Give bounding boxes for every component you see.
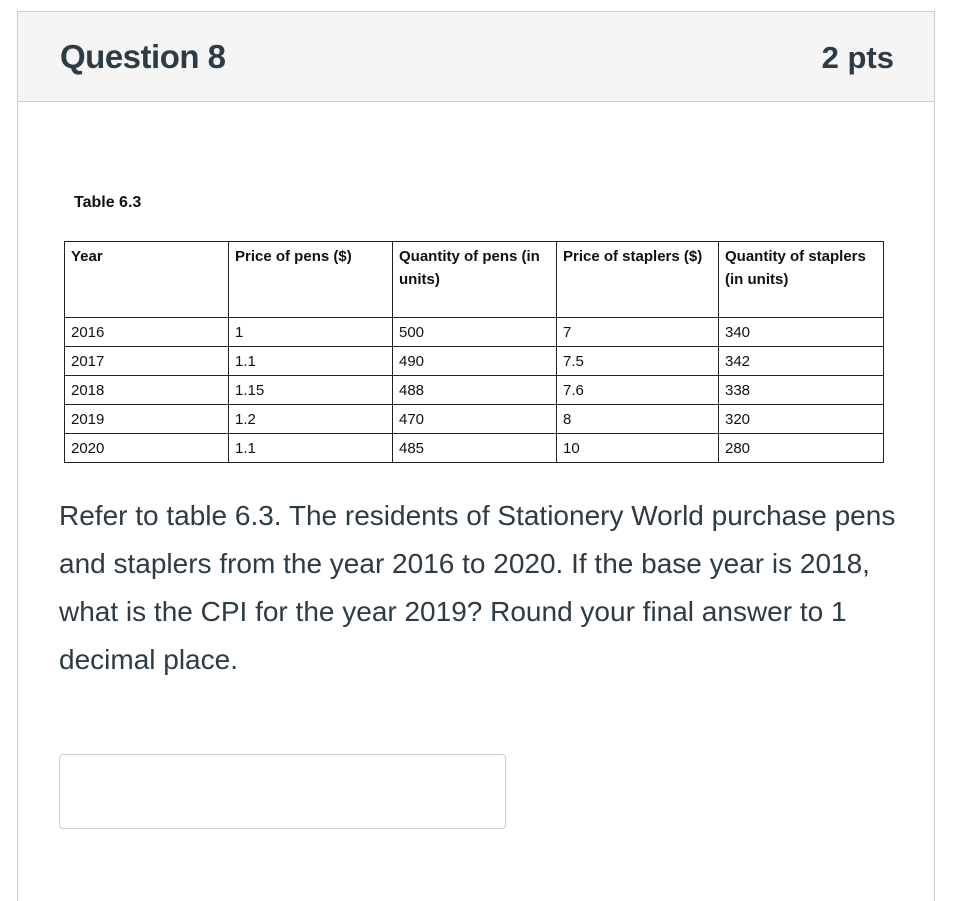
table-cell: 2019 <box>65 405 229 434</box>
table-cell: 320 <box>719 405 884 434</box>
answer-input[interactable] <box>59 754 506 829</box>
table-cell: 485 <box>393 434 557 463</box>
table-cell: 470 <box>393 405 557 434</box>
column-header-quantity-pens: Quantity of pens (in units) <box>393 242 557 318</box>
table-cell: 1.2 <box>229 405 393 434</box>
table-cell: 340 <box>719 318 884 347</box>
column-header-quantity-staplers: Quantity of staplers (in units) <box>719 242 884 318</box>
question-prompt: Refer to table 6.3. The residents of Stationery World purchase pens and staplers from the year 2016 to 2020. If the base year is 2018, what is the CPI for the year 2019? Round your final answer to 1 decimal place. <box>59 500 896 675</box>
table-cell: 2020 <box>65 434 229 463</box>
table-header-row <box>65 242 884 318</box>
table-row <box>65 405 884 434</box>
question-points: 2 pts <box>821 40 894 75</box>
table-cell: 500 <box>393 318 557 347</box>
table-cell: 7.5 <box>557 347 719 376</box>
table-cell: 2018 <box>65 376 229 405</box>
question-card <box>17 11 935 901</box>
table-cell: 1.1 <box>229 434 393 463</box>
column-header-year: Year <box>65 242 229 318</box>
question-header <box>18 12 934 102</box>
table-cell: 280 <box>719 434 884 463</box>
table-cell: 7.6 <box>557 376 719 405</box>
table-cell: 10 <box>557 434 719 463</box>
table-cell: 1 <box>229 318 393 347</box>
table-row <box>65 434 884 463</box>
table-row <box>65 347 884 376</box>
question-title: Question 8 <box>60 38 226 75</box>
table-cell: 490 <box>393 347 557 376</box>
table-cell: 2017 <box>65 347 229 376</box>
column-header-price-staplers: Price of staplers ($) <box>557 242 719 318</box>
table-cell: 1.15 <box>229 376 393 405</box>
table-row <box>65 318 884 347</box>
table-cell: 2016 <box>65 318 229 347</box>
table-cell: 338 <box>719 376 884 405</box>
table-cell: 342 <box>719 347 884 376</box>
data-table <box>64 241 884 463</box>
table-cell: 8 <box>557 405 719 434</box>
table-cell: 7 <box>557 318 719 347</box>
table-row <box>65 376 884 405</box>
table-cell: 488 <box>393 376 557 405</box>
table-cell: 1.1 <box>229 347 393 376</box>
column-header-price-pens: Price of pens ($) <box>229 242 393 318</box>
table-caption: Table 6.3 <box>74 194 142 211</box>
